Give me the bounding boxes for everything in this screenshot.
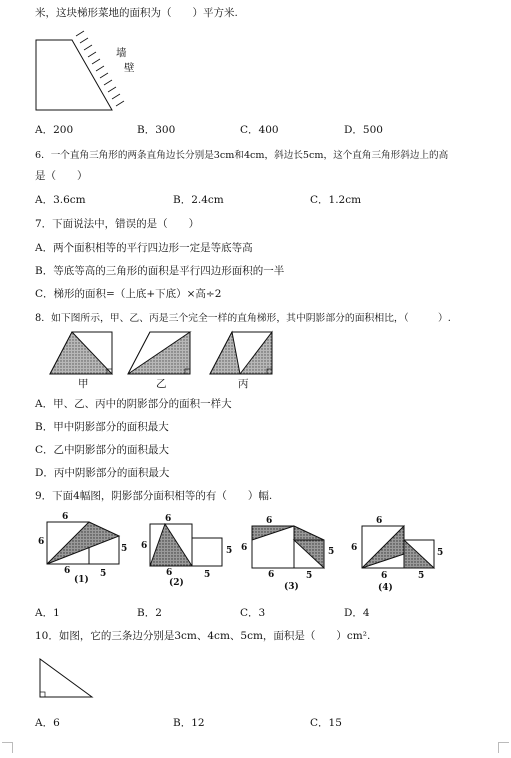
q9-fig4-right: 5 <box>437 548 444 558</box>
q8-option-d: D．丙中阴影部分的面积最大 <box>35 467 170 479</box>
q9-option-c: C．3 <box>240 607 266 619</box>
q9-fig3-caption: (3) <box>284 582 299 592</box>
wall-label: 壁 <box>124 62 135 74</box>
q9-fig2-bottom-right: 5 <box>204 570 211 580</box>
trapezoid-bing <box>210 332 272 374</box>
trapezoid-jia <box>50 332 112 374</box>
q6-option-a: A．3.6cm <box>35 194 86 206</box>
q9-fig1-top: 6 <box>62 512 69 522</box>
q9-figure-4 <box>362 526 434 568</box>
q8-label-jia: 甲 <box>78 378 89 390</box>
q10-option-c: C．15 <box>310 717 342 729</box>
q9-fig2-right: 5 <box>226 546 233 556</box>
q6-option-c: C．1.2cm <box>310 194 362 206</box>
q9-option-b: B．2 <box>137 607 162 619</box>
q8-option-c: C．乙中阴影部分的面积最大 <box>35 444 170 456</box>
q5-option-a: A．200 <box>35 124 74 136</box>
q8-option-a: A．甲、乙、丙中的阴影部分的面积一样大 <box>35 398 232 410</box>
q9-option-d: D．4 <box>344 607 370 619</box>
q9-fig1-bottom-left: 6 <box>64 566 71 576</box>
q9-fig3-bottom-right: 5 <box>306 571 313 581</box>
q8-option-b: B．甲中阴影部分的面积最大 <box>35 421 169 433</box>
q9-fig3-right: 5 <box>328 547 335 557</box>
q9-fig4-bottom-right: 5 <box>418 571 425 581</box>
q10-option-a: A．6 <box>35 717 60 729</box>
q9-figure-3 <box>252 526 324 568</box>
q9-fig2-top: 6 <box>165 514 172 524</box>
wall-label: 墙 <box>116 47 127 59</box>
q9-option-a: A．1 <box>35 607 60 619</box>
q9-figure-1 <box>47 522 119 564</box>
q9-fig4-caption: (4) <box>378 583 393 593</box>
q9-fig3-bottom-left: 6 <box>268 570 275 580</box>
q10-stem: 10．如图，它的三条边分别是3cm、4cm、5cm，面积是（ ）cm². <box>35 630 371 642</box>
q7-stem: 7．下面说法中，错误的是（ ） <box>35 218 200 230</box>
q5-option-c: C．400 <box>240 124 279 136</box>
q5-option-b: B．300 <box>137 124 176 136</box>
q9-fig1-right: 5 <box>121 544 128 554</box>
q7-option-b: B．等底等高的三角形的面积是平行四边形面积的一半 <box>35 265 285 277</box>
q5-stem-tail: 米，这块梯形菜地的面积为（ ）平方米. <box>35 7 238 19</box>
q9-figure-2 <box>150 524 222 566</box>
trapezoid-yi <box>128 332 190 374</box>
q9-fig1-caption: (1) <box>74 575 89 585</box>
q8-label-yi: 乙 <box>156 378 167 390</box>
q9-fig3-top: 6 <box>266 516 273 526</box>
q9-fig2-caption: (2) <box>169 578 184 588</box>
q9-fig1-left: 6 <box>38 537 45 547</box>
q5-option-d: D．500 <box>344 124 383 136</box>
q6-stem-line1: 6．一个直角三角形的两条直角边长分别是3cm和4cm，斜边长5cm，这个直角三角形斜边上的高 <box>35 150 449 161</box>
q7-option-c: C．梯形的面积=（上底+下底）×高÷2 <box>35 288 222 300</box>
q9-fig4-left: 6 <box>351 543 358 553</box>
page-corner-mark <box>2 742 13 753</box>
q9-fig3-left: 6 <box>241 543 248 553</box>
q9-stem: 9．下面4幅图，阴影部分面积相等的有（ ）幅. <box>35 490 273 502</box>
q8-stem: 8．如下图所示，甲、乙、丙是三个完全一样的直角梯形，其中阴影部分的面积相比，（ ）. <box>35 313 451 324</box>
q8-label-bing: 丙 <box>238 378 249 390</box>
q9-fig1-bottom-right: 5 <box>100 569 107 579</box>
q10-option-b: B．12 <box>173 717 205 729</box>
q9-fig2-left: 6 <box>141 541 148 551</box>
q6-option-b: B．2.4cm <box>173 194 224 206</box>
q6-stem-line2: 是（ ） <box>35 170 88 182</box>
q9-fig4-top: 6 <box>376 516 383 526</box>
q9-fig2-bottom-left: 6 <box>166 568 173 578</box>
q7-option-a: A．两个面积相等的平行四边形一定是等底等高 <box>35 242 253 254</box>
q9-fig4-bottom-left: 6 <box>381 571 388 581</box>
page-corner-mark <box>498 742 509 753</box>
